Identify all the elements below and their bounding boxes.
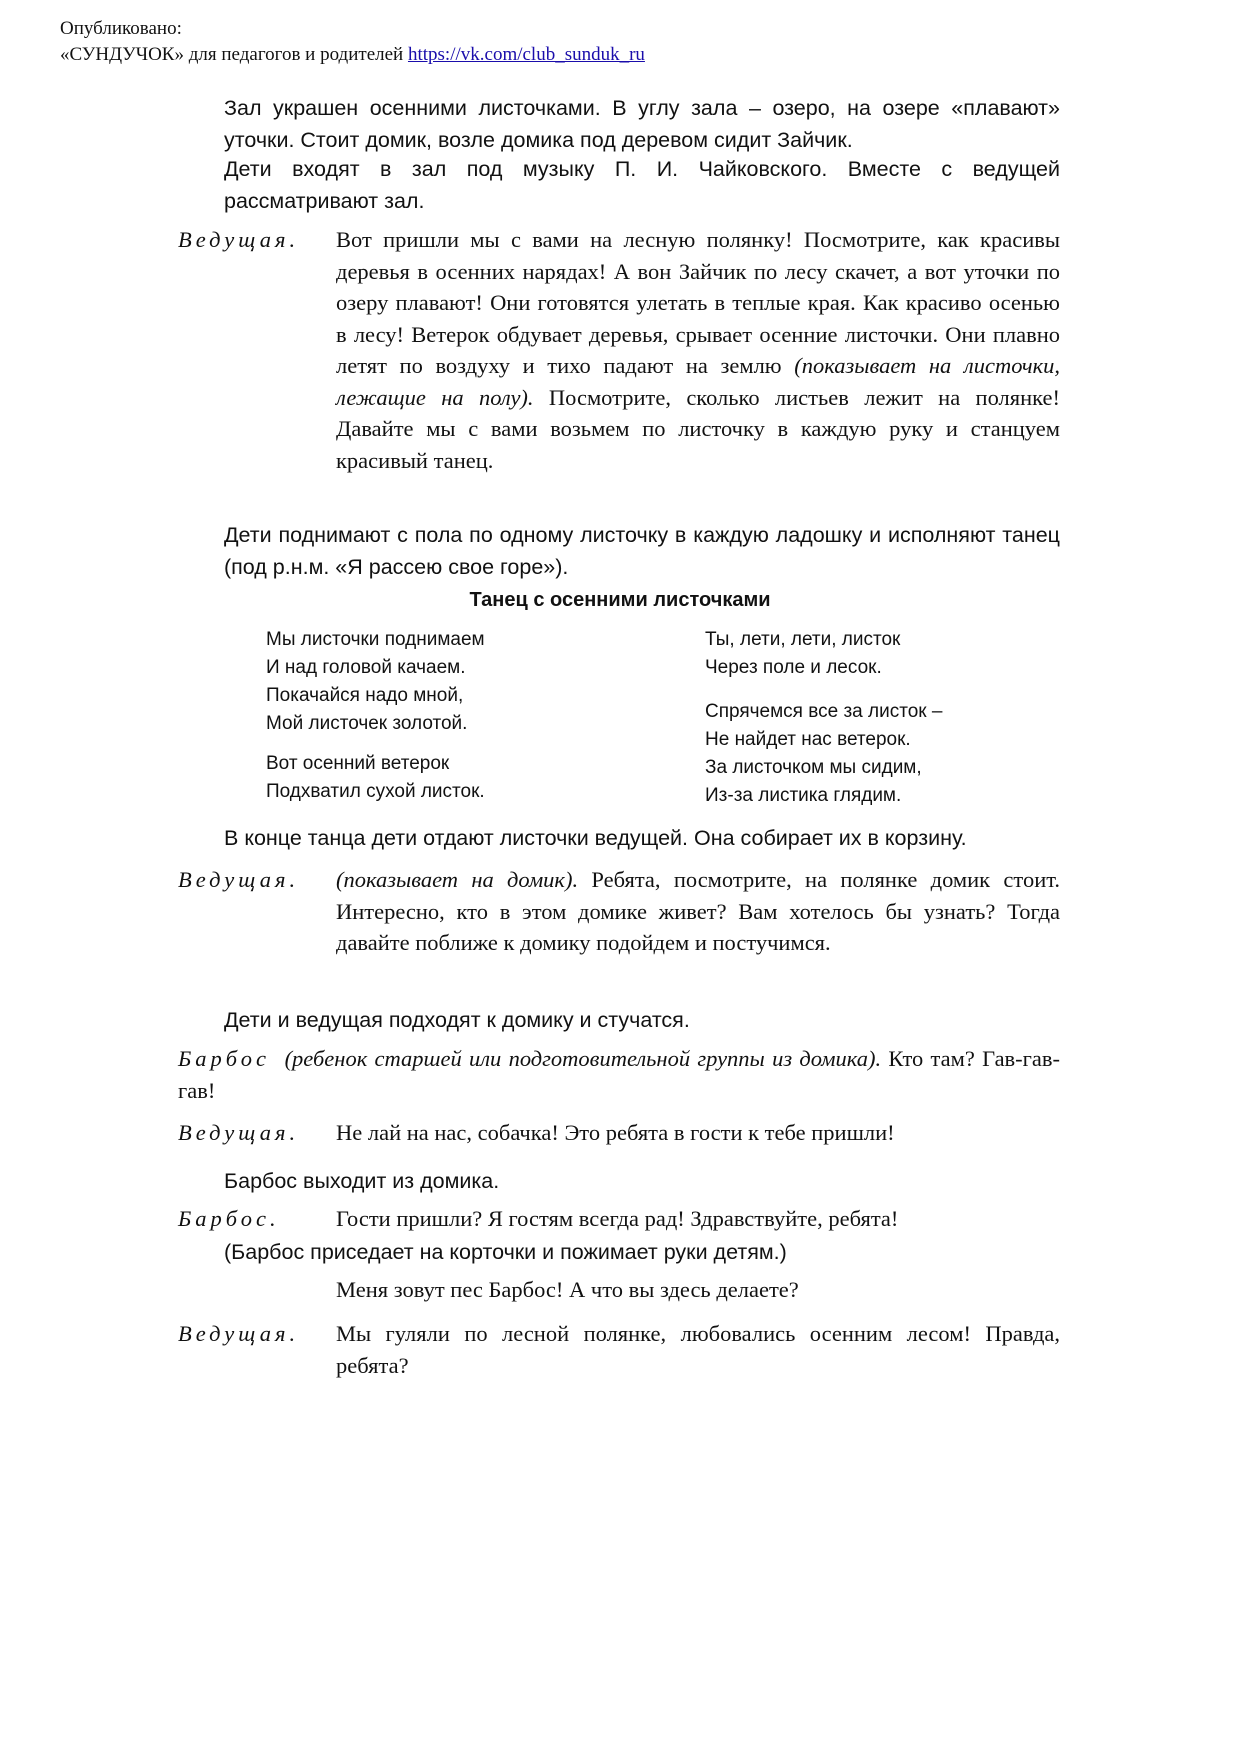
- poem-line: Из-за листика глядим.: [705, 785, 902, 806]
- speaker-label: Ведущая.: [178, 1120, 300, 1145]
- poem-right-column: [705, 626, 942, 822]
- speech-text: Гости пришли? Я гостям всегда рад! Здравствуйте, ребята!: [336, 1206, 899, 1231]
- poem-line: Ты, лети, лети, листок: [705, 629, 901, 650]
- speech-text: Меня зовут пес Барбос! А что вы здесь делаете?: [336, 1277, 799, 1302]
- speaker-label: Барбос.: [178, 1206, 280, 1231]
- speech-text: Ребята, посмотрите, на полянке домик стоит. Интересно, кто в этом домике живет? Вам хотелось бы узнать? Тогда давайте поближе к домику подойдем и постучимся.: [336, 867, 1060, 955]
- speech-text: Мы гуляли по лесной полянке, любовались осенним лесом! Правда, ребята?: [336, 1321, 1060, 1378]
- poem-line: Мы листочки поднимаем: [266, 629, 485, 650]
- speech-text: Посмотрите, сколько листьев лежит на полянке! Давайте мы с вами возьмем по листочку в каждую руку и станцуем красивый танец.: [336, 384, 1061, 473]
- intro-paragraph-2: Дети входят в зал под музыку П. И. Чайковского. Вместе с ведущей рассматривают зал.: [224, 157, 1060, 213]
- remark-children-leaves: Дети поднимают с пола по одному листочку в каждую ладошку и исполняют танец (под р.н.м. «Я рассею свое горе»).: [224, 523, 1060, 579]
- intro-paragraph-1: Зал украшен осенними листочками. В углу зала – озеро, на озере «плавают» уточки. Стоит домик, возле домика под деревом сидит Зайчик.: [224, 96, 1060, 152]
- poem-stanza: [266, 626, 485, 738]
- poem-line: За листочком мы сидим,: [705, 757, 922, 778]
- remark-barbos-out: Барбос выходит из домика.: [224, 1169, 500, 1193]
- stage-remark: (показывает на листочки, лежащие на полу).: [336, 353, 1060, 410]
- poem-stanza: [266, 750, 485, 806]
- speech-host-3: [178, 1117, 1060, 1149]
- poem-line: Не найдет нас ветерок.: [705, 729, 911, 750]
- publisher-name: «СУНДУЧОК» для педагогов и родителей: [60, 44, 404, 65]
- stage-remark: (показывает на домик).: [336, 867, 579, 892]
- speaker-label: Ведущая.: [178, 1321, 300, 1346]
- poem-line: И над головой качаем.: [266, 657, 466, 678]
- speaker-label: Барбос: [178, 1046, 271, 1071]
- stage-remark: (ребенок старшей или подготовительной группы из домика).: [284, 1046, 882, 1071]
- speaker-label: Ведущая.: [178, 867, 300, 892]
- speaker-label: Ведущая.: [178, 227, 300, 252]
- poem-left-column: [266, 626, 485, 818]
- remark-knock: Дети и ведущая подходят к домику и стучатся.: [224, 1008, 690, 1032]
- publisher-link[interactable]: https://vk.com/club_sunduk_ru: [407, 44, 645, 65]
- poem-line: Покачайся надо мной,: [266, 685, 464, 706]
- poem-stanza: [705, 626, 942, 682]
- poem-stanza: [705, 698, 942, 810]
- speech-host-2: [178, 864, 1060, 959]
- speech-barbos-2-cont: [178, 1274, 1060, 1306]
- poem-line: Мой листочек золотой.: [266, 713, 468, 734]
- speech-barbos-1: [178, 1043, 1060, 1106]
- remark-barbos-squat: (Барбос приседает на корточки и пожимает руки детям.): [224, 1240, 787, 1264]
- remark-end-dance: В конце танца дети отдают листочки ведущей. Она собирает их в корзину.: [224, 826, 967, 850]
- published-label: Опубликовано:: [60, 18, 182, 39]
- publisher-line: [60, 42, 645, 68]
- poem-line: Вот осенний ветерок: [266, 753, 450, 774]
- dance-title: Танец с осенними листочками: [469, 589, 771, 611]
- publication-header: [60, 16, 645, 68]
- poem-line: Подхватил сухой листок.: [266, 781, 485, 802]
- poem-line: Спрячемся все за листок –: [705, 701, 943, 722]
- speech-text: Не лай на нас, собачка! Это ребята в гости к тебе пришли!: [336, 1120, 895, 1145]
- speech-text: Вот пришли мы с вами на лесную полянку! Посмотрите, как красивы деревья в осенних нарядах! А вон Зайчик по лесу скачет, а вот уточки по озеру плавают! Они готовятся улетать в теплые края. Как красиво осенью в лесу! Ветерок обдувает деревья, срывает осенние листочки. Они плавно летят по воздуху и тихо падают на землю: [336, 227, 1060, 378]
- speech-host-1: [178, 224, 1060, 476]
- speech-host-4: [178, 1318, 1060, 1381]
- speech-text: Кто там? Гав-гав-гав!: [178, 1046, 1061, 1103]
- poem-line: Через поле и лесок.: [705, 657, 882, 678]
- speech-barbos-2: [178, 1203, 1060, 1235]
